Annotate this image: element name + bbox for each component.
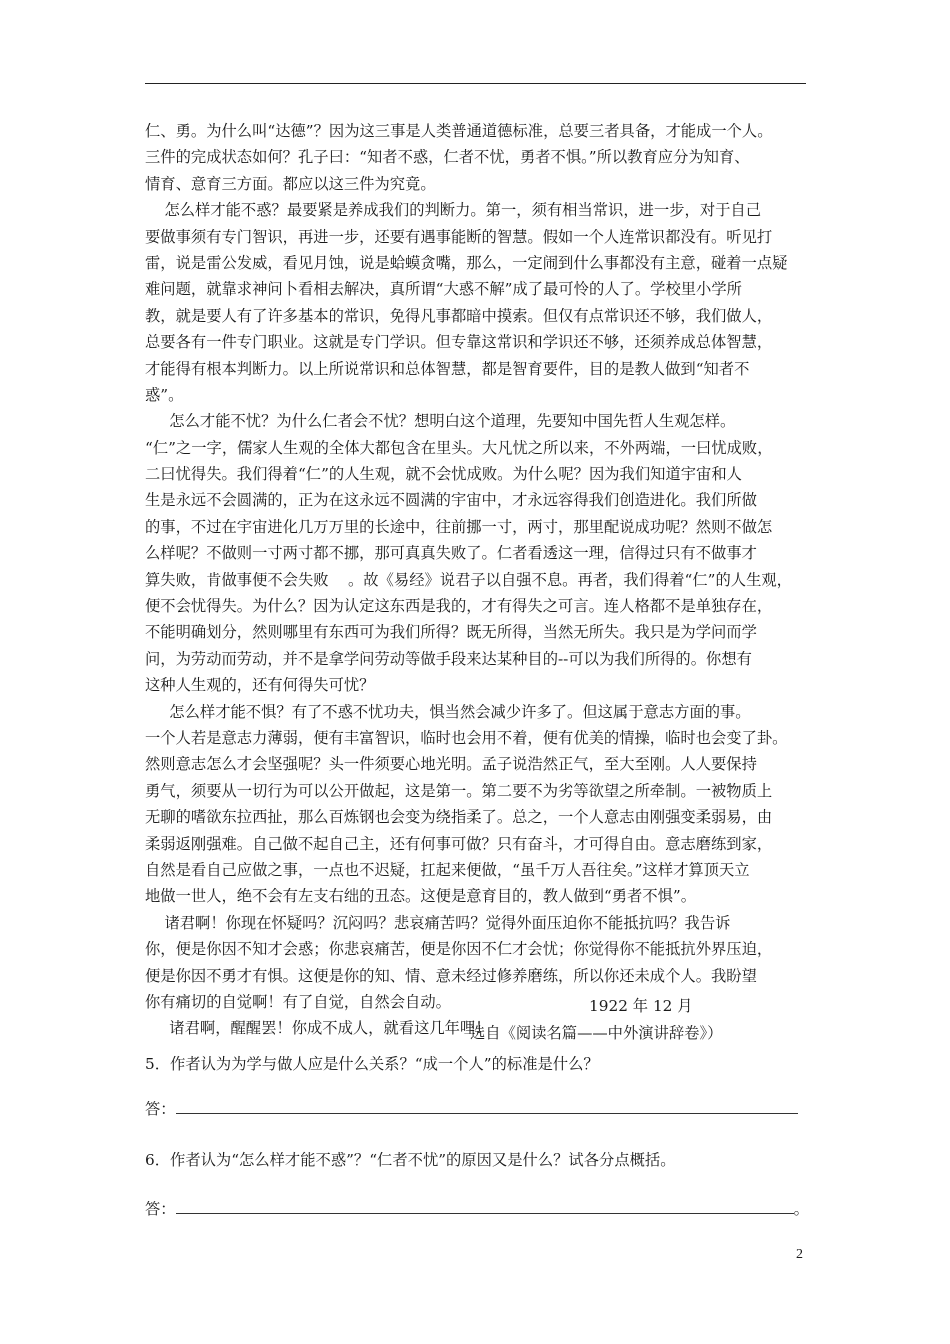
- answer-6-label: 答：: [145, 1200, 176, 1218]
- essay-line: 诸君啊，醒醒罢！你成不成人，就看这几年哩！: [145, 1019, 491, 1038]
- essay-line: 问，为劳动而劳动，并不是拿学问劳动等做手段来达某种目的--可以为我们所得的。你想有: [145, 649, 752, 668]
- answer-5-label: 答：: [145, 1100, 176, 1118]
- essay-line: 诸君啊！你现在怀疑吗？沉闷吗？悲哀痛苦吗？觉得外面压迫你不能抵抗吗？我告诉: [145, 913, 731, 932]
- essay-date: 1922 年 12 月: [589, 997, 693, 1015]
- essay-line: 二曰忧得失。我们得着“仁”的人生观，就不会忧成败。为什么呢？因为我们知道宇宙和人: [145, 465, 742, 484]
- essay-line: 柔弱返刚强难。自己做不起自己主，还有何事可做？只有奋斗，才可得自由。意志磨练到家，: [145, 834, 773, 853]
- essay-line: 怎么才能不忧？为什么仁者会不忧？想明白这个道理，先要知中国先哲人生观怎样。: [145, 412, 736, 431]
- essay-line: 要做事须有专门智识，再进一步，还要有遇事能断的智慧。假如一个人连常识都没有。听见打: [145, 227, 773, 246]
- essay-line: 教，就是要人有了许多基本的常识，免得凡事都暗中摸索。但仅有点常识还不够，我们做人，: [145, 306, 773, 325]
- answer-5-blank[interactable]: [176, 1097, 798, 1114]
- essay-line: 便不会忧得失。为什么？因为认定这东西是我的，才有得失之可言。连人格都不是单独存在，: [145, 597, 773, 616]
- essay-line: 惑”。: [145, 385, 184, 404]
- answer-6-row: [145, 1196, 809, 1222]
- essay-line: “仁”之一字，儒家人生观的全体大都包含在里头。大凡忧之所以来，不外两端，一曰忧成败，: [145, 438, 773, 457]
- essay-body: [145, 118, 809, 1042]
- essay-line: 三件的完成状态如何？孔子曰：“知者不惑，仁者不忧，勇者不惧。”所以教育应分为知育、: [145, 148, 750, 167]
- header-rule: [145, 83, 806, 84]
- essay-line: 总要各有一件专门职业。这就是专门学识。但专靠这常识和学识还不够，还须养成总体智慧，: [145, 333, 773, 352]
- page-number: 2: [796, 1247, 803, 1262]
- essay-line: 算失败，肯做事便不会失败 。故《易经》说君子以自强不息。再者，我们得着“仁”的人生观，: [145, 570, 792, 589]
- essay-line: 生是永远不会圆满的，正为在这永远不圆满的宇宙中，才永远容得我们创造进化。我们所做: [145, 491, 757, 510]
- essay-line: 你有痛切的自觉啊！有了自觉，自然会自动。: [145, 992, 451, 1011]
- essay-line: 情育、意育三方面。都应以这三件为究竟。: [145, 174, 436, 193]
- essay-line: 你，便是你因不知才会惑；你悲哀痛苦，便是你因不仁才会忧；你觉得你不能抵抗外界压迫，: [145, 940, 773, 959]
- essay-line: 一个人若是意志力薄弱，便有丰富智识，临时也会用不着，便有优美的情操，临时也会变了卦。: [145, 728, 788, 747]
- essay-source: 选自《阅读名篇——中外演讲辞卷》）: [470, 1024, 723, 1042]
- essay-line: 地做一世人，绝不会有左支右绌的丑态。这便是意育目的，教人做到“勇者不惧”。: [145, 887, 697, 906]
- essay-line: 不能明确划分，然则哪里有东西可为我们所得？既无所得，当然无所失。我只是为学问而学: [145, 623, 757, 642]
- essay-line: 么样呢？不做则一寸两寸都不挪，那可真真失败了。仁者看透这一理，信得过只有不做事才: [145, 544, 757, 563]
- essay-line: 然则意志怎么才会坚强呢？头一件须要心地光明。孟子说浩然正气，至大至刚。人人要保持: [145, 755, 757, 774]
- essay-line: 这种人生观的，还有何得失可忧？: [145, 676, 375, 695]
- essay-line: 才能得有根本判断力。以上所说常识和总体智慧，都是智育要件，目的是教人做到“知者不: [145, 359, 750, 378]
- answer-6-blank[interactable]: [176, 1197, 794, 1214]
- essay-line: 怎么样才能不惧？有了不惑不忧功夫，惧当然会减少许多了。但这属于意志方面的事。: [145, 702, 751, 721]
- answer-6-end: 。: [793, 1200, 809, 1218]
- essay-line: 的事，不过在宇宙进化几万万里的长途中，往前挪一寸，两寸，那里配说成功呢？然则不做怎: [145, 517, 773, 536]
- essay-line: 便是你因不勇才有惧。这便是你的知、情、意未经过修养磨练，所以你还未成个人。我盼望: [145, 966, 757, 985]
- essay-line: 自然是看自己应做之事，一点也不迟疑，扛起来便做，“虽千万人吾往矣。”这样才算顶天立: [145, 860, 750, 879]
- essay-line: 雷，说是雷公发威，看见月蚀，说是蛤蟆贪嘴，那么，一定闹到什么事都没有主意，碰着一点疑: [145, 253, 788, 272]
- question-6: 6．作者认为“怎么样才能不惑”？“仁者不忧”的原因又是什么？试各分点概括。: [145, 1151, 676, 1169]
- question-5: 5．作者认为为学与做人应是什么关系？“成一个人”的标准是什么？: [145, 1055, 599, 1073]
- essay-line: 无聊的嗜欲东拉西扯，那么百炼钢也会变为绕指柔了。总之，一个人意志由刚强变柔弱易，由: [145, 808, 773, 827]
- essay-line: 仁、勇。为什么叫“达德”？因为这三事是人类普通道德标准，总要三者具备，才能成一个人。: [145, 122, 773, 140]
- essay-line: 难问题，就靠求神问卜看相去解决，真所谓“大惑不解”成了最可怜的人了。学校里小学所: [145, 280, 742, 299]
- answer-5-row: [145, 1096, 798, 1122]
- essay-line: 怎么样才能不惑？最要紧是养成我们的判断力。第一，须有相当常识，进一步，对于自己: [145, 201, 762, 220]
- essay-line: 勇气，须要从一切行为可以公开做起，这是第一。第二要不为劣等欲望之所牵制。一被物质上: [145, 781, 773, 800]
